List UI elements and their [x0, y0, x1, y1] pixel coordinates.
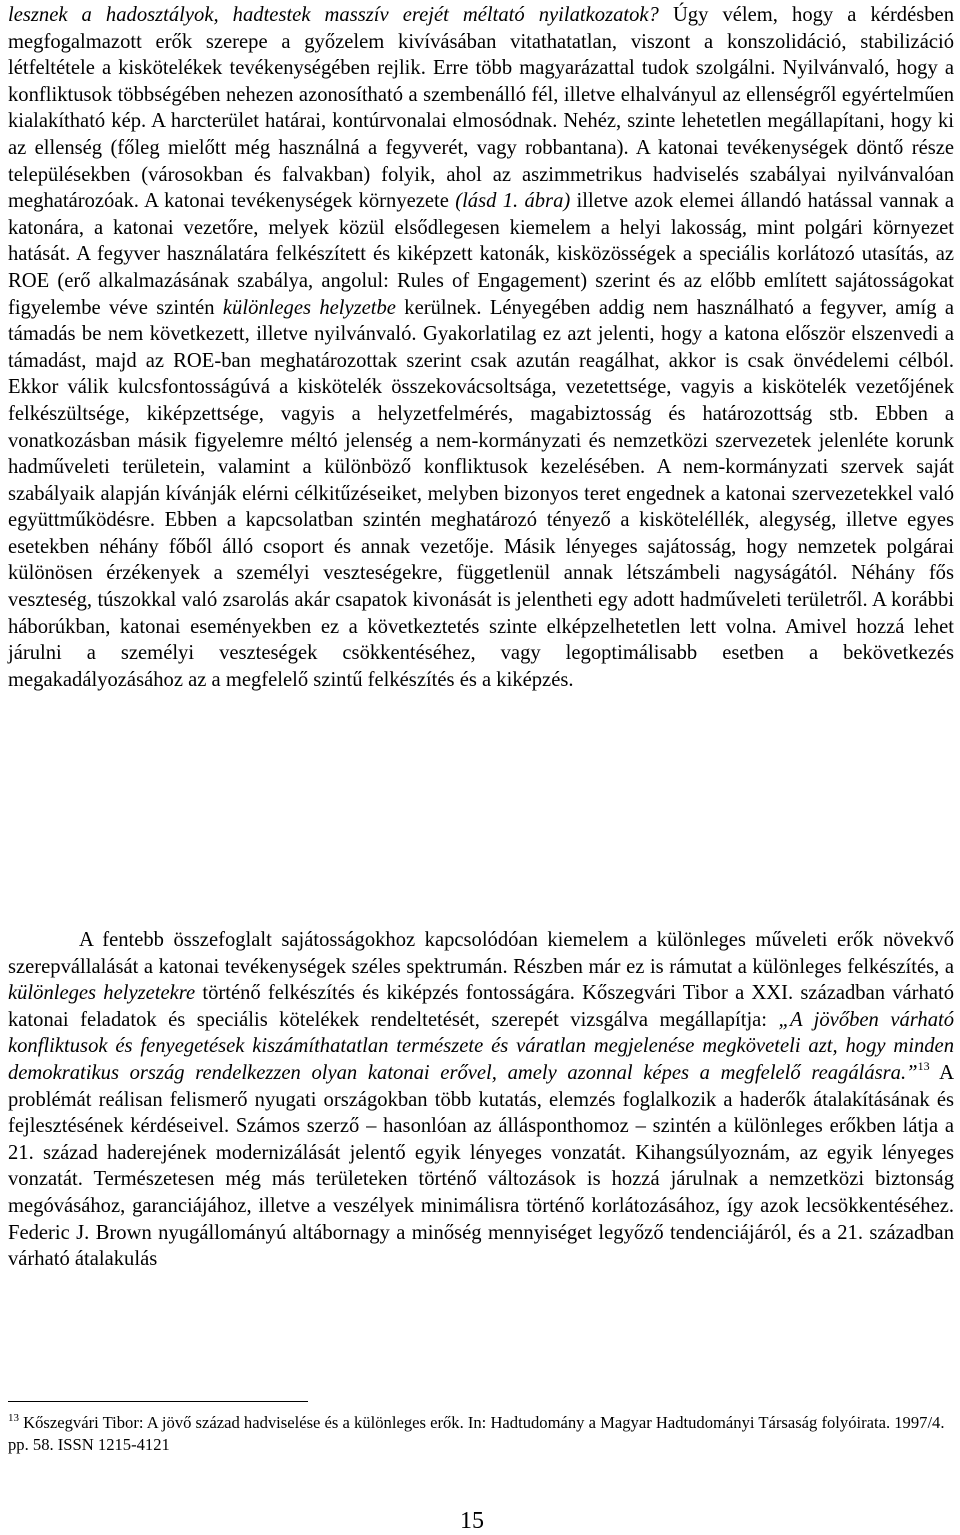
special-situations-emphasis: különleges helyzetekre	[8, 982, 196, 1005]
paragraph-1-text-b: Nehéz, szinte lehetetlen megállapítani, hogy ki az ellenség (főleg mielőtt még használná a fegyverét, vagy robbantana). A katonai tevékenységek döntő része településekben (városokban és falvakban) folyik, ahol az aszimmetrikus hadviselés szabályai nyilvánvalóan meghatározóak. A katonai tevékenységek környezete	[8, 110, 954, 213]
quotation: „A jövőben várható konfliktusok és fenyegetések kiszámíthatatlan természete és váratlan megjelenése megköveteli azt, hogy minden demokratikus ország rendelkezzen olyan katonai erővel, amely azonnal képes a megfelelő reagálásra.”	[8, 1008, 955, 1084]
special-situation-emphasis: különleges helyzetbe	[222, 296, 396, 319]
figure-reference: (lásd 1. ábra)	[455, 190, 571, 213]
paragraph-2-text-c: A problémát reálisan felismerő nyugati országokban több kutatás, elemzés foglalkozik a haderők átalakításának és fejlesztésének kérdéseivel. Számos szerző – hasonlóan az állásponthomoz – szintén a különleges erőkben látja a 21. század haderejének modernizálását jelentő egyik lényeges vonzatát. Kihangsúlyoznám, az egyik lényeges vonzatát. Természetesen még más területeken történő változások is hozzá járulnak a nemzetközi biztonság megóvásához, garanciájához, illetve a veszélyek minimálisra történő korlátozásához, így azok lecsökkentéséhez. Federic J. Brown nyugállományú altábornagy a minőség mennyiséget legyőző tendenciájáról, és a 21. században várható átalakulás	[8, 1061, 954, 1271]
footnote	[8, 1412, 954, 1456]
paragraph-1-italic-lead: lesznek a hadosztályok, hadtestek masszív erejét méltató nyilatkozatok?	[8, 4, 659, 26]
paragraph-1-text-c: illetve azok elemei állandó hatással vannak a katonára, a katonai vezetőre, melyek közül elsődlegesen kiemelem a helyi lakosság, mint polgári környezet hatását. A fegyver használatára felkészített és kiképzett katonák, kisközösségek a speciális korlátozó utasítás, az ROE (erő alkalmazásának szabálya, angolul: Rules of Engagement) szerint és az előbb említett sajátosságokat figyelembe véve szintén	[8, 190, 954, 319]
body-paragraph-1	[8, 2, 954, 693]
footnote-reference: 13	[917, 1058, 930, 1073]
paragraph-2-text-a: A fentebb összefoglalt sajátosságokhoz kapcsolódóan kiemelem a különleges műveleti erők növekvő szerepvállalását a katonai tevékenységek széles spektrumán. Részben már ez is rámutat a különleges felkészítés, a	[8, 929, 954, 978]
body-paragraph-2	[8, 927, 954, 1273]
paragraph-1-text-a: Úgy vélem, hogy a kérdésben megfogalmazott erők szerepe a győzelem kivívásában vitathatatlan, viszont a konszolidáció, stabilizáció létfeltétele a kiskötelékek tevékenységében rejlik. Erre több magyarázattal tudok szolgálni. Nyilvánvaló, hogy a konfliktusok többségében nehezen azonosítható a szembenálló fél, illetve elhalványul az ellenségről egyértelműen kialakítható kép. A harcterület határai, kontúrvonalai elmosódnak.	[8, 4, 954, 133]
page-number: 15	[460, 1508, 484, 1534]
paragraph-1-text-d: kerülnek. Lényegében addig nem használható a fegyver, amíg a támadás be nem következett, illetve nyilvánvaló. Gyakorlatilag ez azt jelenti, hogy a katona először elszenvedi a támadást, majd az ROE-ban meghatározottak szerint csak azután reagálhat, akkor is csak önvédelemi célból. Ekkor válik kulcsfontosságúvá a kiskötelék összekovácsoltsága, vezetettsége, vagyis a kiskötelék vezetőjének felkészültsége, kiképzettsége, vagyis a helyzetfelmérés, magabiztosság és határozottság stb. Ebben a vonatkozásban másik figyelemre méltó jelenség a nem-kormányzati és nemzetközi szervezetek jelenléte korunk hadműveleti területein, valamint a különböző konfliktusok kezelésében. A nem-kormányzati szervek saját szabályaik alapján kívánják elérni célkitűzéseiket, melyben bizonyos teret engednek a katonai szervezetekkel való együttműködésre. Ebben a kapcsolatban szintén meghatározó tényező a kisköteléllék, alegység, illetve egyes esetekben néhány főből álló csoport és annak vezetője. Másik lényeges sajátosság, hogy nemzetek polgárai különösen érzékenyek a személyi veszteségekre, függetlenül annak létszámbeli nagyságától. Néhány fős veszteség, túszokkal való zsarolás akár csapatok kivonását is jelentheti egy adott hadműveleti területről. A korábbi háborúkban, katonai eseményekben ez a következtetés szinte elképzelhetetlen lett volna. Amivel hozzá lehet járulni a személyi veszteségek csökkentéséhez, vagy legoptimálisabb esetben a bekövetkezés megakadályozásához az a megfelelő szintű felkészítés és a kiképzés.	[8, 296, 954, 691]
footnote-text: Kőszegvári Tibor: A jövő század hadviselése és a különleges erők. In: Hadtudomány a Magyar Hadtudományi Társaság folyóirata. 1997/4. pp. 58. ISSN 1215-4121	[8, 1413, 945, 1454]
footnote-number: 13	[8, 1412, 19, 1424]
paragraph-2-text-b: történő felkészítés és kiképzés fontosságára. Kőszegvári Tibor a XXI. században várható katonai feladatok és speciális kötelékek rendeltetését, szerepét vizsgálva megállapítja:	[8, 982, 954, 1031]
footnote-separator	[8, 1401, 308, 1402]
